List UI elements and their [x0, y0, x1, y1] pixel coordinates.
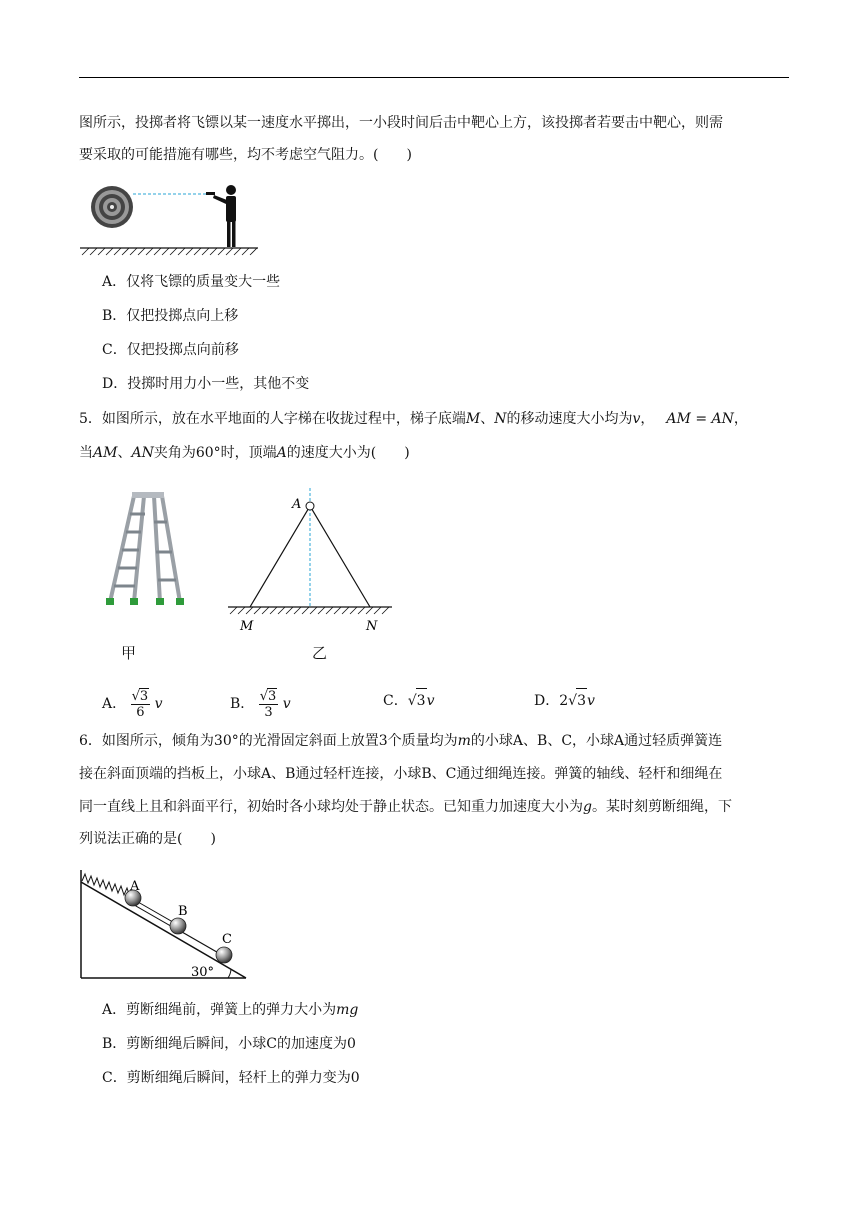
- figure-caption-jia: 甲: [121, 644, 137, 662]
- q6-option-c: C．剪断细绳后瞬间，轻杆上的弹力变为0: [102, 1070, 360, 1086]
- q6-option-b: B．剪断细绳后瞬间，小球C的加速度为0: [102, 1036, 356, 1052]
- thrower-silhouette: [206, 185, 236, 247]
- target-board: [91, 186, 133, 228]
- q4-option-a: A．仅将飞镖的质量变大一些: [102, 274, 281, 290]
- floor-hatch: [230, 607, 389, 614]
- q5-option-c: C．√3v: [383, 688, 434, 713]
- label-ball-c: C: [222, 932, 232, 947]
- apex-hinge: [306, 502, 314, 510]
- q5-option-a: A． $\frac{√3}{6}$ v: [102, 689, 163, 720]
- dart-target-figure: [80, 176, 270, 256]
- q6-option-a: A．剪断细绳前，弹簧上的弹力大小为mg: [102, 1002, 359, 1018]
- q5-stem-line1: 5．如图所示，放在水平地面的人字梯在收拢过程中，梯子底端M、N的移动速度大小均为v， AM = AN，: [79, 411, 748, 427]
- q6-stem-line4: 列说法正确的是( ): [79, 831, 216, 847]
- q5-option-b: B． $\frac{√3}{3}$ v: [230, 689, 291, 720]
- spring: [82, 874, 130, 897]
- label-apex-a: A: [292, 497, 302, 512]
- angle-arc: [228, 969, 231, 978]
- header-rule: [79, 77, 789, 78]
- label-ball-b: B: [178, 904, 188, 919]
- q6-stem-line2: 接在斜面顶端的挡板上，小球A、B通过轻杆连接，小球B、C通过细绳连接。弹簧的轴线、轻杆和细绳在: [79, 766, 723, 782]
- fraction-sqrt3-over-6: $\frac{√3}{6}$: [131, 689, 149, 720]
- q4-option-b: B．仅把投掷点向上移: [102, 308, 239, 324]
- incline-slope: [81, 882, 246, 978]
- stepladder-photo-figure: [104, 492, 188, 610]
- label-angle: 30°: [191, 965, 215, 980]
- incline-figure: [78, 868, 250, 982]
- ladder-diagram-figure: [226, 488, 396, 638]
- q5-option-d: D．2√3v: [534, 688, 595, 713]
- label-foot-n: N: [366, 619, 378, 634]
- q4-stem-line2: 要采取的可能措施有哪些，均不考虑空气阻力。( ): [79, 147, 412, 163]
- ball-b: [170, 918, 186, 934]
- label-ball-a: A: [130, 879, 140, 894]
- q4-option-d: D．投掷时用力小一些，其他不变: [102, 376, 310, 392]
- q4-option-c: C．仅把投掷点向前移: [102, 342, 239, 358]
- ladder-top-cap: [132, 492, 164, 498]
- q4-stem-line1: 图所示，投掷者将飞镖以某一速度水平掷出，一小段时间后击中靶心上方，该投掷者若要击中靶心，则需: [79, 115, 723, 131]
- q6-stem-line3: 同一直线上且和斜面平行，初始时各小球均处于静止状态。已知重力加速度大小为g。某时刻剪断细绳，下: [79, 799, 732, 815]
- figure-caption-yi: 乙: [312, 644, 328, 662]
- ladder-feet: [106, 598, 184, 605]
- label-foot-m: M: [240, 619, 254, 634]
- q6-stem-line1: 6．如图所示，倾角为30°的光滑固定斜面上放置3个质量均为m的小球A、B、C，小球A通过轻质弹簧连: [79, 733, 723, 749]
- ground-hatch: [82, 248, 257, 255]
- fraction-sqrt3-over-3: $\frac{√3}{3}$: [259, 689, 277, 720]
- q5-stem-line2: 当AM、AN夹角为60°时，顶端A的速度大小为( ): [79, 445, 410, 461]
- ball-c: [216, 947, 232, 963]
- ladder-side-am: [250, 506, 310, 607]
- ladder-side-an: [310, 506, 370, 607]
